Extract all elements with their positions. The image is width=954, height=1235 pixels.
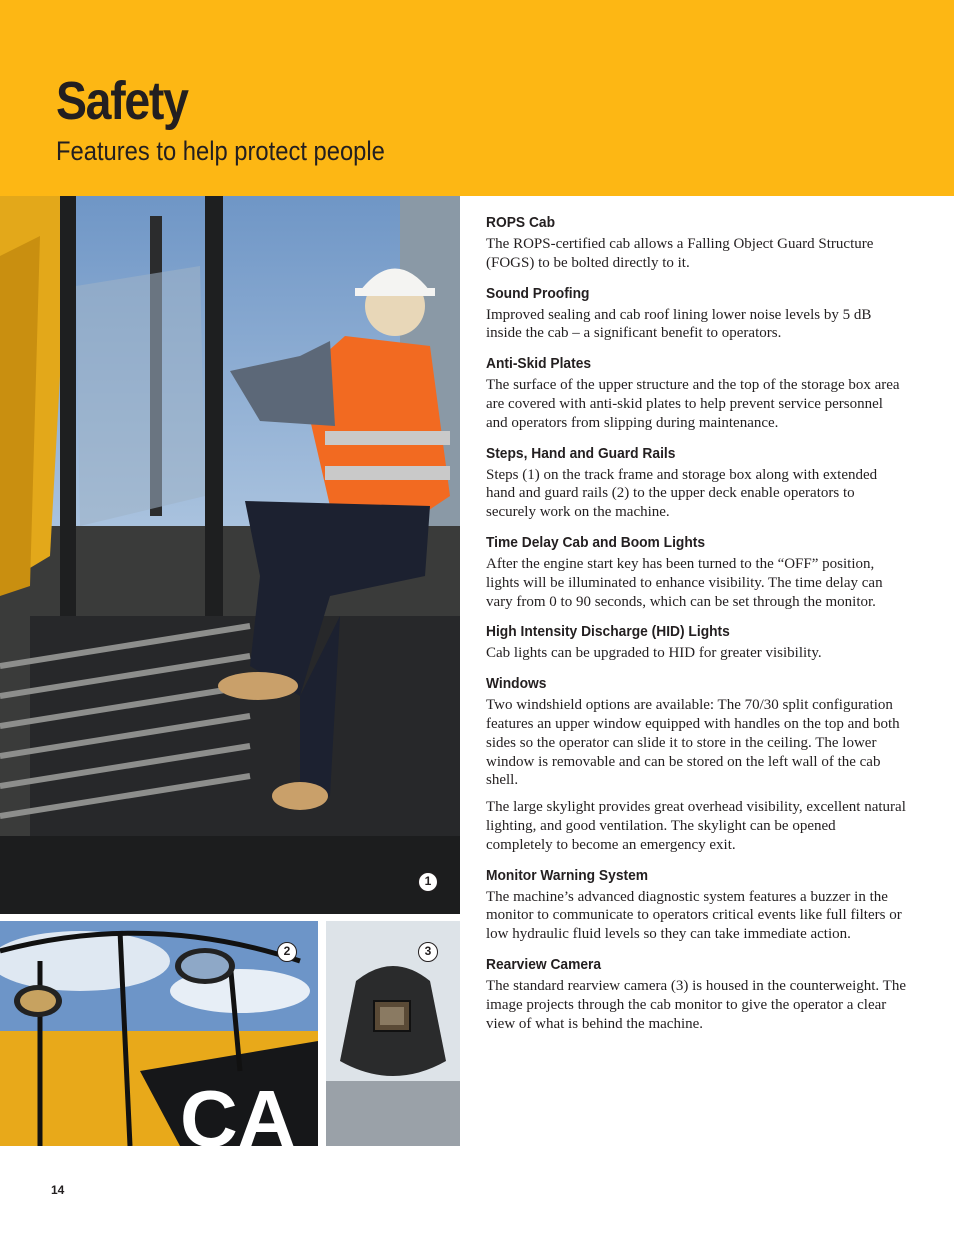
callout-2: 2 xyxy=(277,942,297,962)
operator-climbing-photo xyxy=(0,196,460,914)
callout-3: 3 xyxy=(418,942,438,962)
section-text: Improved sealing and cab roof lining lower noise levels by 5 dB inside the cab – a significant benefit to operators. xyxy=(486,306,872,342)
section-text: The standard rearview camera (3) is housed in the counterweight. The image projects through the cab monitor to give the operator a clear view of what is behind the machine. xyxy=(486,977,906,1032)
section-text: The ROPS-certified cab allows a Falling Object Guard Structure (FOGS) to be bolted directly to it. xyxy=(486,236,874,271)
section-anti-skid-plates xyxy=(486,354,906,432)
handrails-mirrors-photo xyxy=(0,921,318,1146)
section-text: After the engine start key has been turned to the “OFF” position, lights will be illuminated to enhance visibility. The time delay can vary from 0 to 90 seconds, which can be set through the monitor. xyxy=(486,555,883,610)
page-title: Safety xyxy=(56,71,188,131)
section-text: The surface of the upper structure and the top of the storage box area are covered with anti-skid plates to help prevent service personnel and operators from slipping during maintenance. xyxy=(486,377,900,431)
feature-list xyxy=(486,213,906,1044)
section-heading: Time Delay Cab and Boom Lights xyxy=(486,533,706,551)
section-time-delay-lights xyxy=(486,533,906,611)
page-subtitle: Features to help protect people xyxy=(56,136,385,166)
section-heading: Rearview Camera xyxy=(486,955,602,973)
section-text: Two windshield options are available: The 70/30 split configuration features an upper window equipped with handles on the top and both sides so the operator can slide it to store in the ceiling. The lower window is removable and can be stored on the left wall of the cab shell. xyxy=(486,697,900,789)
section-text: The machine’s advanced diagnostic system features a buzzer in the monitor to communicate to operators critical events like full filters or low hydraulic fluid levels so they can take immediate action. xyxy=(486,888,902,943)
section-heading: Anti-Skid Plates xyxy=(486,355,592,373)
section-monitor-warning xyxy=(486,866,906,944)
section-sound-proofing xyxy=(486,284,906,344)
section-steps-rails xyxy=(486,444,906,522)
section-text: Cab lights can be upgraded to HID for greater visibility. xyxy=(486,645,822,662)
callout-1: 1 xyxy=(418,872,438,892)
section-text: The large skylight provides great overhead visibility, excellent natural lighting, and good ventilation. The skylight can be opened completely to become an emergency exit. xyxy=(486,799,906,853)
section-heading: Sound Proofing xyxy=(486,284,590,302)
section-heading: Steps, Hand and Guard Rails xyxy=(486,444,676,462)
page-number: 14 xyxy=(51,1183,65,1197)
section-hid-lights xyxy=(486,622,906,663)
section-rearview-camera xyxy=(486,955,906,1033)
rearview-camera-photo xyxy=(326,921,460,1146)
header-band xyxy=(0,0,954,196)
section-rops-cab xyxy=(486,213,906,273)
section-heading: Windows xyxy=(486,675,547,693)
section-heading: High Intensity Discharge (HID) Lights xyxy=(486,623,730,641)
section-text: Steps (1) on the track frame and storage box along with extended hand and guard rails (2) to the upper deck enable operators to securely work on the machine. xyxy=(486,466,878,521)
section-windows xyxy=(486,674,906,854)
svg-text:CA: CA xyxy=(180,1074,296,1146)
section-heading: Monitor Warning System xyxy=(486,866,649,884)
section-heading: ROPS Cab xyxy=(486,214,556,231)
